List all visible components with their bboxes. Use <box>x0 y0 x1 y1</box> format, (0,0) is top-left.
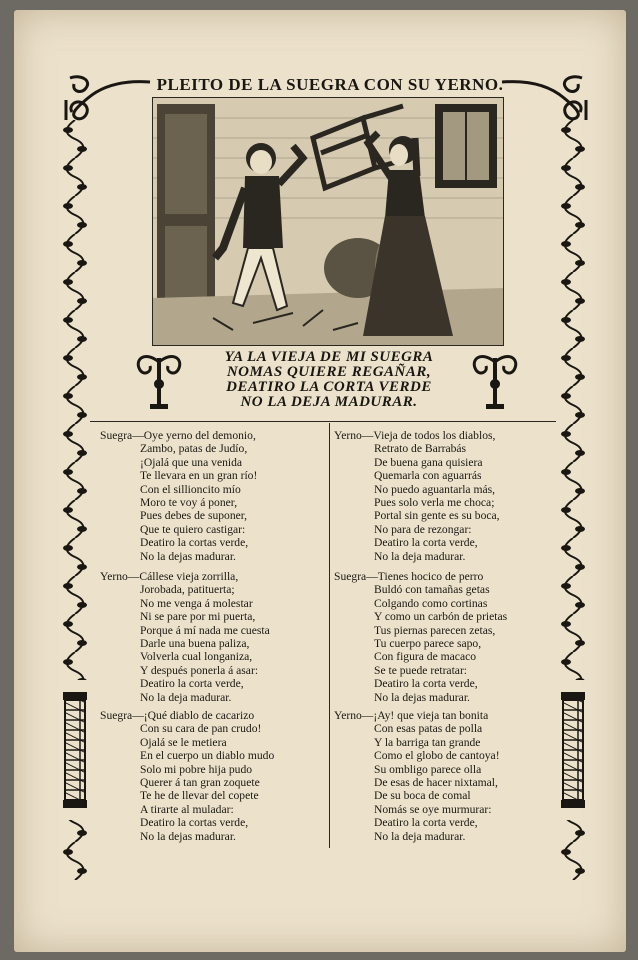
verse-line: Deatiro la corta verde, <box>374 536 478 550</box>
verse-line: Ni se pare por mi puerta, <box>140 610 256 624</box>
verse-line: Deatiro la cortas verde, <box>140 816 249 830</box>
verse-line: Y la barriga tan grande <box>374 735 481 749</box>
verse-line: Con el sillioncito mío <box>140 482 241 496</box>
verse-line: No la dejas madurar. <box>140 549 236 563</box>
left-fleuron-ornament <box>134 350 184 412</box>
verse-line: Jorobada, patituerta; <box>140 583 235 597</box>
verse-line: Tienes hocico de perro <box>377 570 484 583</box>
verse-line: No me venga á molestar <box>140 596 253 610</box>
caption-line: NOMAS QUIERE REGAÑAR, <box>226 364 432 380</box>
right-stanza-2 <box>334 570 507 704</box>
verse-line: No la deja madurar. <box>374 829 466 843</box>
verse-line: Ojalá se le metiera <box>140 735 227 749</box>
verse-line: Que te quiero castigar: <box>140 522 246 536</box>
left-stanza-3 <box>100 709 274 843</box>
verse-line: No la dejas madurar. <box>374 690 470 704</box>
verse-line: Pues debes de suponer, <box>140 509 248 523</box>
verse-line: Te llevara en un gran río! <box>140 469 258 483</box>
verse-line: ¡Ojalá que una venida <box>140 455 243 469</box>
speaker-label: Yerno— <box>334 709 374 722</box>
verse-line: Moro te voy á poner, <box>140 496 238 510</box>
verse-line: De su boca de comal <box>374 789 471 803</box>
verse-line: Portal sin gente es su boca, <box>374 509 500 523</box>
verse-line: No la deja madurar. <box>140 690 232 704</box>
verse-line: Deatiro la corta verde, <box>374 816 478 830</box>
verse-line: Zambo, patas de Judío, <box>140 442 248 456</box>
verse-line: Con figura de macaco <box>374 650 477 664</box>
speaker-label: Suegra— <box>334 570 378 583</box>
left-stanza-2 <box>100 570 270 704</box>
speaker-label: Suegra— <box>100 709 144 722</box>
woodcut-illustration <box>152 97 504 346</box>
verse-line: Y después ponerla á asar: <box>140 663 259 677</box>
verse-line: Querer á tan gran zoquete <box>140 776 260 790</box>
corner-flourish-right <box>498 72 590 122</box>
right-stanza-1 <box>334 429 500 563</box>
verse-line: Tu cuerpo parece sapo, <box>374 637 482 651</box>
verse-line: Pues solo verla me choca; <box>374 496 495 510</box>
verse-line: Oye yerno del demonio, <box>143 429 256 442</box>
verse-line: No para de rezongar: <box>374 522 472 536</box>
speaker-label: Suegra— <box>100 429 144 442</box>
verse-line: ¡Qué diablo de cacarizo <box>143 709 255 722</box>
verse-line: De buena gana quisiera <box>374 455 483 469</box>
verse-line: Como el globo de cantoya! <box>374 749 500 763</box>
verse-line: No la dejas madurar. <box>140 829 236 843</box>
page-title: PLEITO DE LA SUEGRA CON SU YERNO. <box>156 75 504 94</box>
verse-line: Te he de llevar del copete <box>140 789 259 803</box>
verse-caption <box>200 350 458 410</box>
right-ornamental-border <box>558 120 588 880</box>
verse-line: Con su cara de pan crudo! <box>140 722 262 736</box>
verse-line: Deatiro la corta verde, <box>140 677 244 691</box>
verse-line: Cállese vieja zorrilla, <box>139 570 239 583</box>
verse-line: Y como un carbón de prietas <box>374 610 508 624</box>
verse-line: Se te puede retratar: <box>374 663 468 677</box>
speaker-label: Yerno— <box>334 429 374 442</box>
verse-line: En el cuerpo un diablo mudo <box>140 749 275 763</box>
caption-line: NO LA DEJA MADURAR. <box>240 394 418 410</box>
verse-line: Su ombligo parece olla <box>374 762 482 776</box>
speaker-label: Yerno— <box>100 570 140 583</box>
verse-line: No puedo aguantarla más, <box>374 482 496 496</box>
caption-line: YA LA VIEJA DE MI SUEGRA <box>224 349 434 365</box>
verse-line: Solo mi pobre hija pudo <box>140 762 253 776</box>
verse-line: Con esas patas de polla <box>374 722 483 736</box>
verse-line: Deatiro la corta verde, <box>374 677 478 691</box>
right-fleuron-ornament <box>470 350 520 412</box>
left-ornamental-border <box>60 120 90 880</box>
verse-line: Darle una buena paliza, <box>140 637 250 651</box>
verse-line: Quemarla con aguarrás <box>374 469 482 483</box>
verse-line: A tirarte al muladar: <box>140 802 234 816</box>
verse-line: Colgando como cortinas <box>374 596 488 610</box>
verse-line: De esas de hacer nixtamal, <box>374 776 498 790</box>
left-stanza-1 <box>100 429 257 563</box>
verse-line: No la deja madurar. <box>374 549 466 563</box>
verse-line: Nomás se oye murmurar: <box>374 802 492 816</box>
verse-line: Vieja de todos los diablos, <box>373 429 496 442</box>
caption-line: DEATIRO LA CORTA VERDE <box>226 379 432 395</box>
verse-line: Porque á mí nada me cuesta <box>140 623 270 637</box>
top-rule <box>90 421 556 422</box>
verse-line: Tus piernas parecen zetas, <box>374 623 496 637</box>
right-stanza-3 <box>334 709 500 843</box>
verse-line: Buldó con tamañas getas <box>374 583 490 597</box>
verse-line: Retrato de Barrabás <box>374 442 467 456</box>
verse-line: ¡Ay! que vieja tan bonita <box>373 709 489 722</box>
corner-flourish-left <box>62 72 154 122</box>
verse-line: Deatiro la cortas verde, <box>140 536 249 550</box>
column-divider <box>329 423 330 848</box>
verse-line: Volverla cual longaniza, <box>140 650 253 664</box>
